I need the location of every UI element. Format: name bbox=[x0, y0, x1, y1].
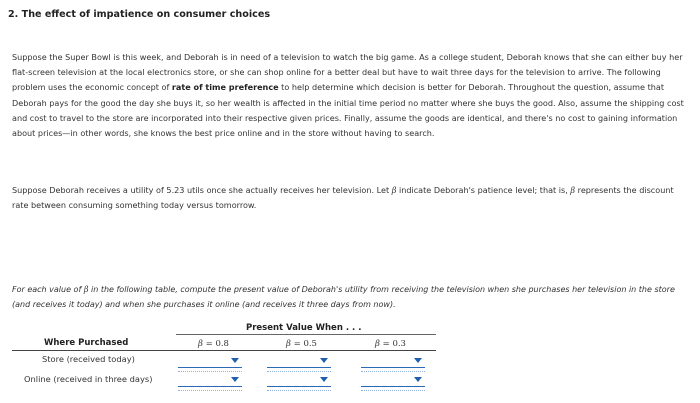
chevron-down-icon[interactable] bbox=[320, 358, 328, 363]
table-group-header: Present Value When . . . bbox=[246, 323, 362, 333]
row-label-store: Store (received today) bbox=[42, 354, 135, 364]
intro-bold-term: rate of time preference bbox=[171, 82, 279, 93]
chevron-down-icon[interactable] bbox=[231, 358, 239, 363]
instruction-text-1: For each value of bbox=[12, 285, 84, 294]
dropdown-dotted-underline bbox=[178, 371, 242, 372]
table-row-header: Where Purchased bbox=[44, 338, 129, 348]
utility-text-1: Suppose Deborah receives a utility of 5.23 utils once she actually receives her television. Let bbox=[12, 185, 392, 195]
beta-symbol: β bbox=[375, 339, 380, 349]
row-label-online: Online (received in three days) bbox=[24, 374, 153, 384]
question-title: 2. The effect of impatience on consumer choices bbox=[8, 9, 271, 20]
dropdown-store-beta-0-5[interactable] bbox=[267, 355, 331, 368]
beta-symbol: β bbox=[391, 185, 397, 195]
table-header-divider bbox=[176, 334, 436, 335]
column-header-beta-0-3 bbox=[375, 339, 406, 349]
intro-text-1: Suppose the Super Bowl is this week, and Deborah is in need of a television to watch the big game. As a college student, Deborah knows that she can either buy her flat-screen television at the local electronics store, or she can shop online for a better deal but have to wait three days for the television to arrive. The following problem uses the economic concept of bbox=[12, 52, 683, 93]
dropdown-online-beta-0-3[interactable] bbox=[361, 374, 425, 387]
chevron-down-icon[interactable] bbox=[231, 377, 239, 382]
beta-symbol: β bbox=[286, 339, 291, 349]
utility-text-2: indicate Deborah's patience level; that is, bbox=[396, 185, 571, 195]
beta-symbol: β bbox=[198, 339, 203, 349]
dropdown-online-beta-0-8[interactable] bbox=[178, 374, 242, 387]
beta-symbol: β bbox=[570, 185, 576, 195]
chevron-down-icon[interactable] bbox=[414, 358, 422, 363]
intro-text-2: to help determine which decision is better for Deborah. Throughout the question, assume that Deborah pays for the good the day she buys it, so her wealth is affected in the initial time period no matter where she buys the good. Also, assume the shipping cost and cost to travel to the store are incorporated into their respective given prices. Finally, assume the goods are identical, and there's no cost to gaining information about prices—in other words, she knows the best price online and in the store without having to search. bbox=[12, 82, 684, 139]
beta-symbol: β bbox=[83, 285, 89, 294]
chevron-down-icon[interactable] bbox=[414, 377, 422, 382]
column-value: = 0.5 bbox=[293, 339, 317, 349]
dropdown-store-beta-0-3[interactable] bbox=[361, 355, 425, 368]
intro-paragraph bbox=[12, 50, 692, 141]
dropdown-dotted-underline bbox=[178, 390, 242, 391]
instruction-paragraph bbox=[12, 282, 692, 312]
utility-text-3: represents the discount rate between consuming something today versus tomorrow. bbox=[12, 185, 674, 211]
dropdown-dotted-underline bbox=[267, 371, 331, 372]
chevron-down-icon[interactable] bbox=[320, 377, 328, 382]
table-column-divider bbox=[12, 350, 436, 351]
column-value: = 0.8 bbox=[205, 339, 229, 349]
dropdown-dotted-underline bbox=[361, 390, 425, 391]
utility-paragraph bbox=[12, 183, 692, 213]
dropdown-store-beta-0-8[interactable] bbox=[178, 355, 242, 368]
instruction-text-2: in the following table, compute the present value of Deborah's utility from receiving the television when she purchases her television in the store (and receives it today) and when she purchases it online (and receives it three days from now). bbox=[12, 285, 675, 309]
dropdown-dotted-underline bbox=[267, 390, 331, 391]
column-header-beta-0-5 bbox=[286, 339, 317, 349]
column-value: = 0.3 bbox=[382, 339, 406, 349]
column-header-beta-0-8 bbox=[198, 339, 229, 349]
dropdown-dotted-underline bbox=[361, 371, 425, 372]
dropdown-online-beta-0-5[interactable] bbox=[267, 374, 331, 387]
